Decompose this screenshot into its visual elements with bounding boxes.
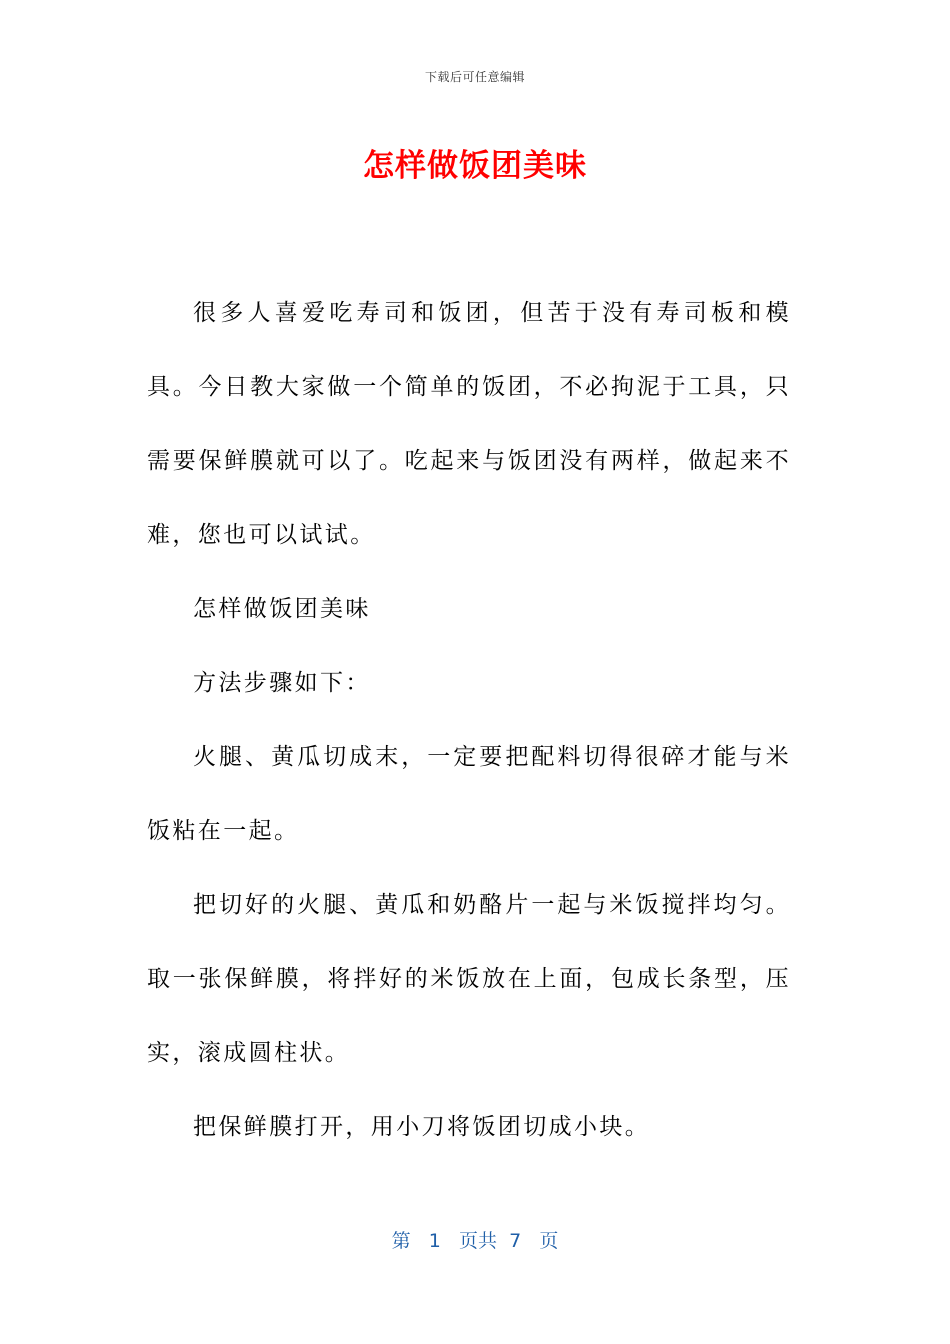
footer-total-pages: 7 — [509, 1230, 522, 1252]
footer-page-middle: 页共 — [459, 1230, 498, 1252]
header-note: 下载后可任意编辑 — [424, 70, 525, 84]
page-title: 怎样做饭团美味 — [363, 148, 587, 184]
paragraph-intro: 很多人喜爱吃寿司和饭团，但苦于没有寿司板和模具。今日教大家做一个简单的饭团，不必拘泥于工具，只需要保鲜膜就可以了。吃起来与饭团没有两样，做起来不难，您也可以试试。 — [147, 300, 791, 548]
paragraph-step-2: 把切好的火腿、黄瓜和奶酪片一起与米饭搅拌均匀。取一张保鲜膜，将拌好的米饭放在上面，包成长条型，压实，滚成圆柱状。 — [147, 892, 791, 1066]
footer-current-page: 1 — [428, 1230, 441, 1252]
footer-page-suffix: 页 — [539, 1230, 559, 1252]
document-body — [147, 276, 791, 1164]
paragraph-steps-heading: 方法步骤如下： — [193, 670, 371, 696]
page-footer — [0, 1226, 950, 1253]
paragraph-step-1: 火腿、黄瓜切成末，一定要把配料切得很碎才能与米饭粘在一起。 — [147, 744, 791, 844]
footer-page-prefix: 第 — [391, 1230, 411, 1252]
paragraph-subtitle: 怎样做饭团美味 — [193, 596, 371, 622]
paragraph-step-3: 把保鲜膜打开，用小刀将饭团切成小块。 — [193, 1114, 651, 1140]
